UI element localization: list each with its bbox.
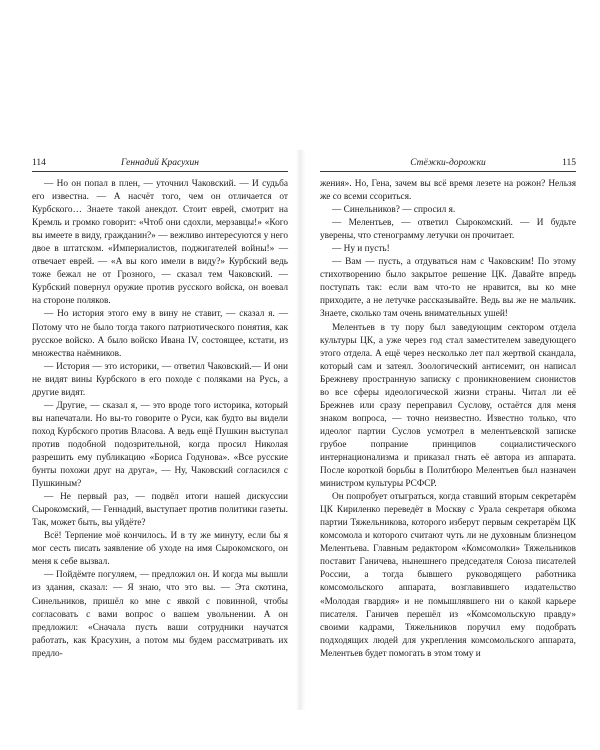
- left-page: [32, 157, 288, 661]
- paragraph: жения». Но, Гена, зачем вы всё время лезете на рожон? Нельзя же со всеми ссориться.: [320, 179, 576, 203]
- paragraph: — История — это историки, — ответил Чаковский.— И они не видят вины Курбского в его походе с поляками на Русь, а другие видят.: [32, 361, 288, 398]
- paragraph: — Но история этого ему в вину не ставит, — сказал я. — Потому что не было тогда такого патриотического понятия, как русское войско. А было войско Ивана IV, состоящее, кстати, из множества наёмников.: [32, 309, 288, 359]
- paragraph: — Ну и пусть!: [332, 244, 390, 255]
- right-running-title: Стёжки-дорожки: [410, 158, 486, 168]
- left-page-number: 114: [32, 158, 46, 168]
- paragraph: — Но он попал в плен, — уточнил Чаковский. — И судьба его известна. — А насчёт того, чем он отличается от Курбского… Знаете такой анекдот. Стоит еврей, смотрит на Кремль и громко говорит: «Чтоб они сдохли, мерзавцы!» «Кого вы имеете в виду, гражданин?» — вежливо интересуются у него двое в штатском. «Империалистов, поджигателей войны!» — отвечает еврей. — «А вы кого имели в виду?» Курбский ведь тоже бежал не от Грозного, — сказал тем Чаковский. — Курбский повернул оружие против русского войска, он воевал на стороне поляков.: [32, 179, 288, 307]
- left-running-head: [32, 157, 288, 172]
- right-page: [320, 157, 576, 661]
- paragraph: — Другие, — сказал я, — это вроде того историка, который вы напечатали. Но вы-то говорите о Руси, как будто вы видели поход Курбского против Власова. А ведь ещё Пушкин выступал против подобной подозрительной, когда просил Николая разрешить ему публикацию «Бориса Годунова». «Все русские бунты похожи друг на друга», — Ну, Чаковский согласился с Пушкиным?: [32, 400, 288, 490]
- right-page-text: [320, 178, 576, 661]
- right-page-number: 115: [562, 158, 576, 168]
- paragraph: Всё! Терпение моё кончилось. И в ту же минуту, если бы я мог сесть писать заявление об уходе на имя Сырокомского, он меня к себе вызвал.: [32, 531, 288, 568]
- paragraph: — Синельников? — спросил я.: [332, 205, 456, 216]
- left-page-text: [32, 178, 288, 661]
- left-running-title: Геннадий Красухин: [121, 158, 199, 168]
- paragraph: — Вам — пусть, а отдуваться нам с Чаковским! По этому стихотворению было закрытое решение ЦК. Давайте впредь поступать так: если вам что-то не нравится, вы ко мне приходите, а не летучке рассказывайте. Ведь вы же не мальчик. Знаете, сколько там очень внимательных ушей!: [320, 257, 576, 320]
- paragraph: — Пойдёмте погуляем, — предложил он. И когда мы вышли из здания, сказал: — Я знаю, что это вы. — Эта скотина, Синельников, пришёл ко мне с явкой с повинной, чтобы согласовать с вами вопрос о вашем увольнении. А он предложил: «Сначала пусть ваши сотрудники научатся работать, как Красухин, а потом мы будем рассматривать их предло-: [32, 570, 288, 659]
- paragraph: — Мелентьев, — ответил Сырокомский. — И будьте уверены, что стенограмму летучки он прочитает.: [320, 218, 576, 242]
- paragraph: Мелентьев в ту пору был заведующим сектором отдела культуры ЦК, а уже через год стал заместителем заведующего этого отдела. А ещё через несколько лет пал жертвой скандала, который сам и затеял. Зоологический антисемит, он написал Брежневу пространную записку с проникновением сионистов во все сферы идеологической жизни страны. Читал ли её Брежнев или сразу переправил Суслову, остаётся для меня знаком вопроса, — точно неизвестно. Известно только, что идеолог партии Суслов усмотрел в мелентьевской записке грубое попрание принципов социалистического интернационализма и приказал гнать её автора из аппарата. После короткой борьбы в Политбюро Мелентьев был назначен министром культуры РСФСР.: [320, 322, 576, 490]
- book-gutter: [296, 150, 306, 710]
- right-running-head: [320, 157, 576, 172]
- paragraph: — Не первый раз, — подвёл итоги нашей дискуссии Сырокомский, — Геннадий, выступает против политики газеты. Так, может быть, вы уйдёте?: [32, 492, 288, 529]
- paragraph: Он попробует отыграться, когда ставший вторым секретарём ЦК Кириленко переведёт в Москву с Урала секретаря обкома партии Тяжельникова, которого изберут первым секретарём ЦК комсомола и которого считают чуть ли не духовным близнецом Мелентьева. Главным редактором «Комсомолки» Тяжельников поставит Ганичева, нынешнего председателя Союза писателей России, а тогда бывшего руководящего работника комсомольского аппарата, возглавившего издательство «Молодая гвардия» и не помышлявшего ни о какой карьере писателя. Ганичев перешёл из «Комсомольскую правду» своими кадрами, Тяжельников поручил ему подобрать подходящих людей для укрепления комсомольского аппарата, Мелентьев будет помогать в этом тому и: [320, 492, 576, 659]
